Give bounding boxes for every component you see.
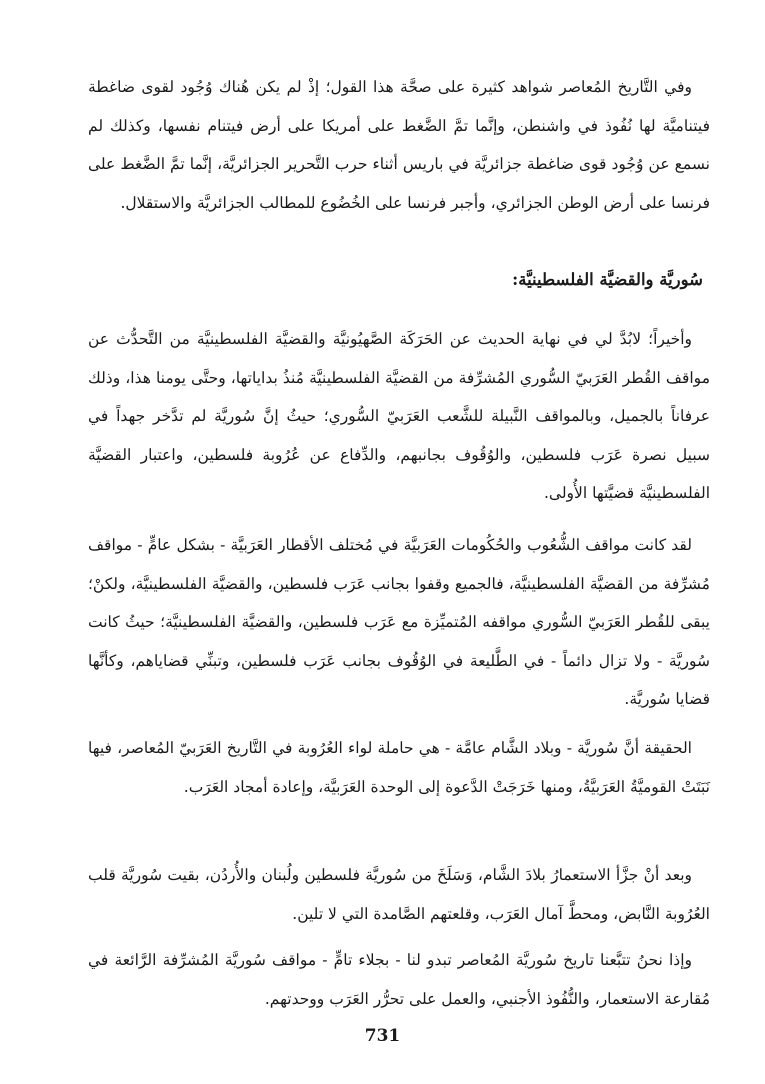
paragraph-colonial-division (88, 856, 710, 933)
paragraph-contemporary-history (88, 68, 710, 222)
paragraph-arab-positions (88, 526, 710, 719)
section-heading: سُوريَّة والقضيَّة الفلسطينيَّة: (512, 270, 703, 289)
paragraph-text: وإذا نحنُ تتبَّعنا تاريخ سُوريَّة المُعاصر تبدو لنا - بجلاء تامٍّ - مواقف سُوريَّة المُشرِّفة الرَّائعة في مُقارعة الاستعمار، والنُّفُوذ الأجنبي، والعمل على تحرُّر العَرَب ووحدتهم. (88, 951, 710, 1008)
paragraph-text: لقد كانت مواقف الشُّعُوب والحُكُومات العَرَبيَّة في مُختلف الأقطار العَرَبيَّة - بشكل عامٍّ - مواقف مُشرِّفة من القضيَّة الفلسطينيَّة، فالجميع وقفوا بجانب عَرَب فلسطين، والقضيَّة الفلسطينيَّة، ولكنْ؛ يبقى للقُطر العَرَبيّ السُّوري مواقفه المُتميِّزة مع عَرَب فلسطين، والقضيَّة الفلسطينيَّة؛ حيثُ كانت سُوريَّة - ولا تزال دائماً - في الطَّليعة في الوُقُوف بجانب عَرَب فلسطين، وتبنِّي قضاياهم، وكأنَّها قضايا سُوريَّة. (88, 536, 710, 708)
paragraph-text: وأخيراً؛ لابُدَّ لي في نهاية الحديث عن الحَرَكَة الصَّهيُونيَّة والقضيَّة الفلسطينيَّة من التَّحدُّث عن مواقف القُطر العَرَبيّ السُّوري المُشرِّفة من القضيَّة الفلسطينيَّة مُنذُ بداياتها، وحتَّى يومنا هذا، وذلك عرفاناً بالجميل، وبالمواقف النَّبيلة للشَّعب العَرَبيّ السُّوري؛ حيثُ إنَّ سُوريَّة لم تدَّخر جهداً في سبيل نصرة عَرَب فلسطين، والوُقُوف بجانبهم، والدِّفاع عن عُرُوبة فلسطين، واعتبار القضيَّة الفلسطينيَّة قضيَّتها الأُولى. (88, 330, 710, 502)
paragraph-truth-arabism (88, 729, 710, 806)
paragraph-syria-position (88, 320, 710, 513)
page-number: 731 (364, 1026, 401, 1046)
paragraph-text: الحقيقة أنَّ سُوريَّة - وبلاد الشَّام عامَّة - هي حاملة لواء العُرُوبة في التَّاريخ العَرَبيّ المُعاصر، فيها نَبَتَتْ القوميَّةُ العَرَبيَّةُ، ومنها خَرَجَتْ الدَّعوة إلى الوحدة العَرَبيَّة، وإعادة أمجاد العَرَب. (88, 739, 710, 796)
paragraph-text: وبعد أنْ جزَّأ الاستعمارُ بلادَ الشَّام، وَسَلَخَ من سُوريَّة فلسطين ولُبنان والأُردُن، بقيت سُوريَّة قلب العُرُوبة النَّابض، ومحطَّ آمال العَرَب، وقلعتهم الصَّامدة التي لا تلين. (88, 866, 710, 923)
paragraph-text: وفي التَّاريخ المُعاصر شواهد كثيرة على صحَّة هذا القول؛ إذْ لم يكن هُناك وُجُود لقوى ضاغطة فيتناميَّة لها نُفُوذ في واشنطن، وإنَّما تمَّ الضَّغط على أمريكا على أرض فيتنام نفسها، وكذلك لم نسمع عن وُجُود قوى ضاغطة جزائريَّة في باريس أثناء حرب التَّحرير الجزائريَّة، إنَّما تمَّ الضَّغط على فرنسا على أرض الوطن الجزائري، وأجبر فرنسا على الخُضُوع للمطالب الجزائريَّة والاستقلال. (88, 78, 710, 212)
paragraph-syria-history (88, 941, 710, 1018)
